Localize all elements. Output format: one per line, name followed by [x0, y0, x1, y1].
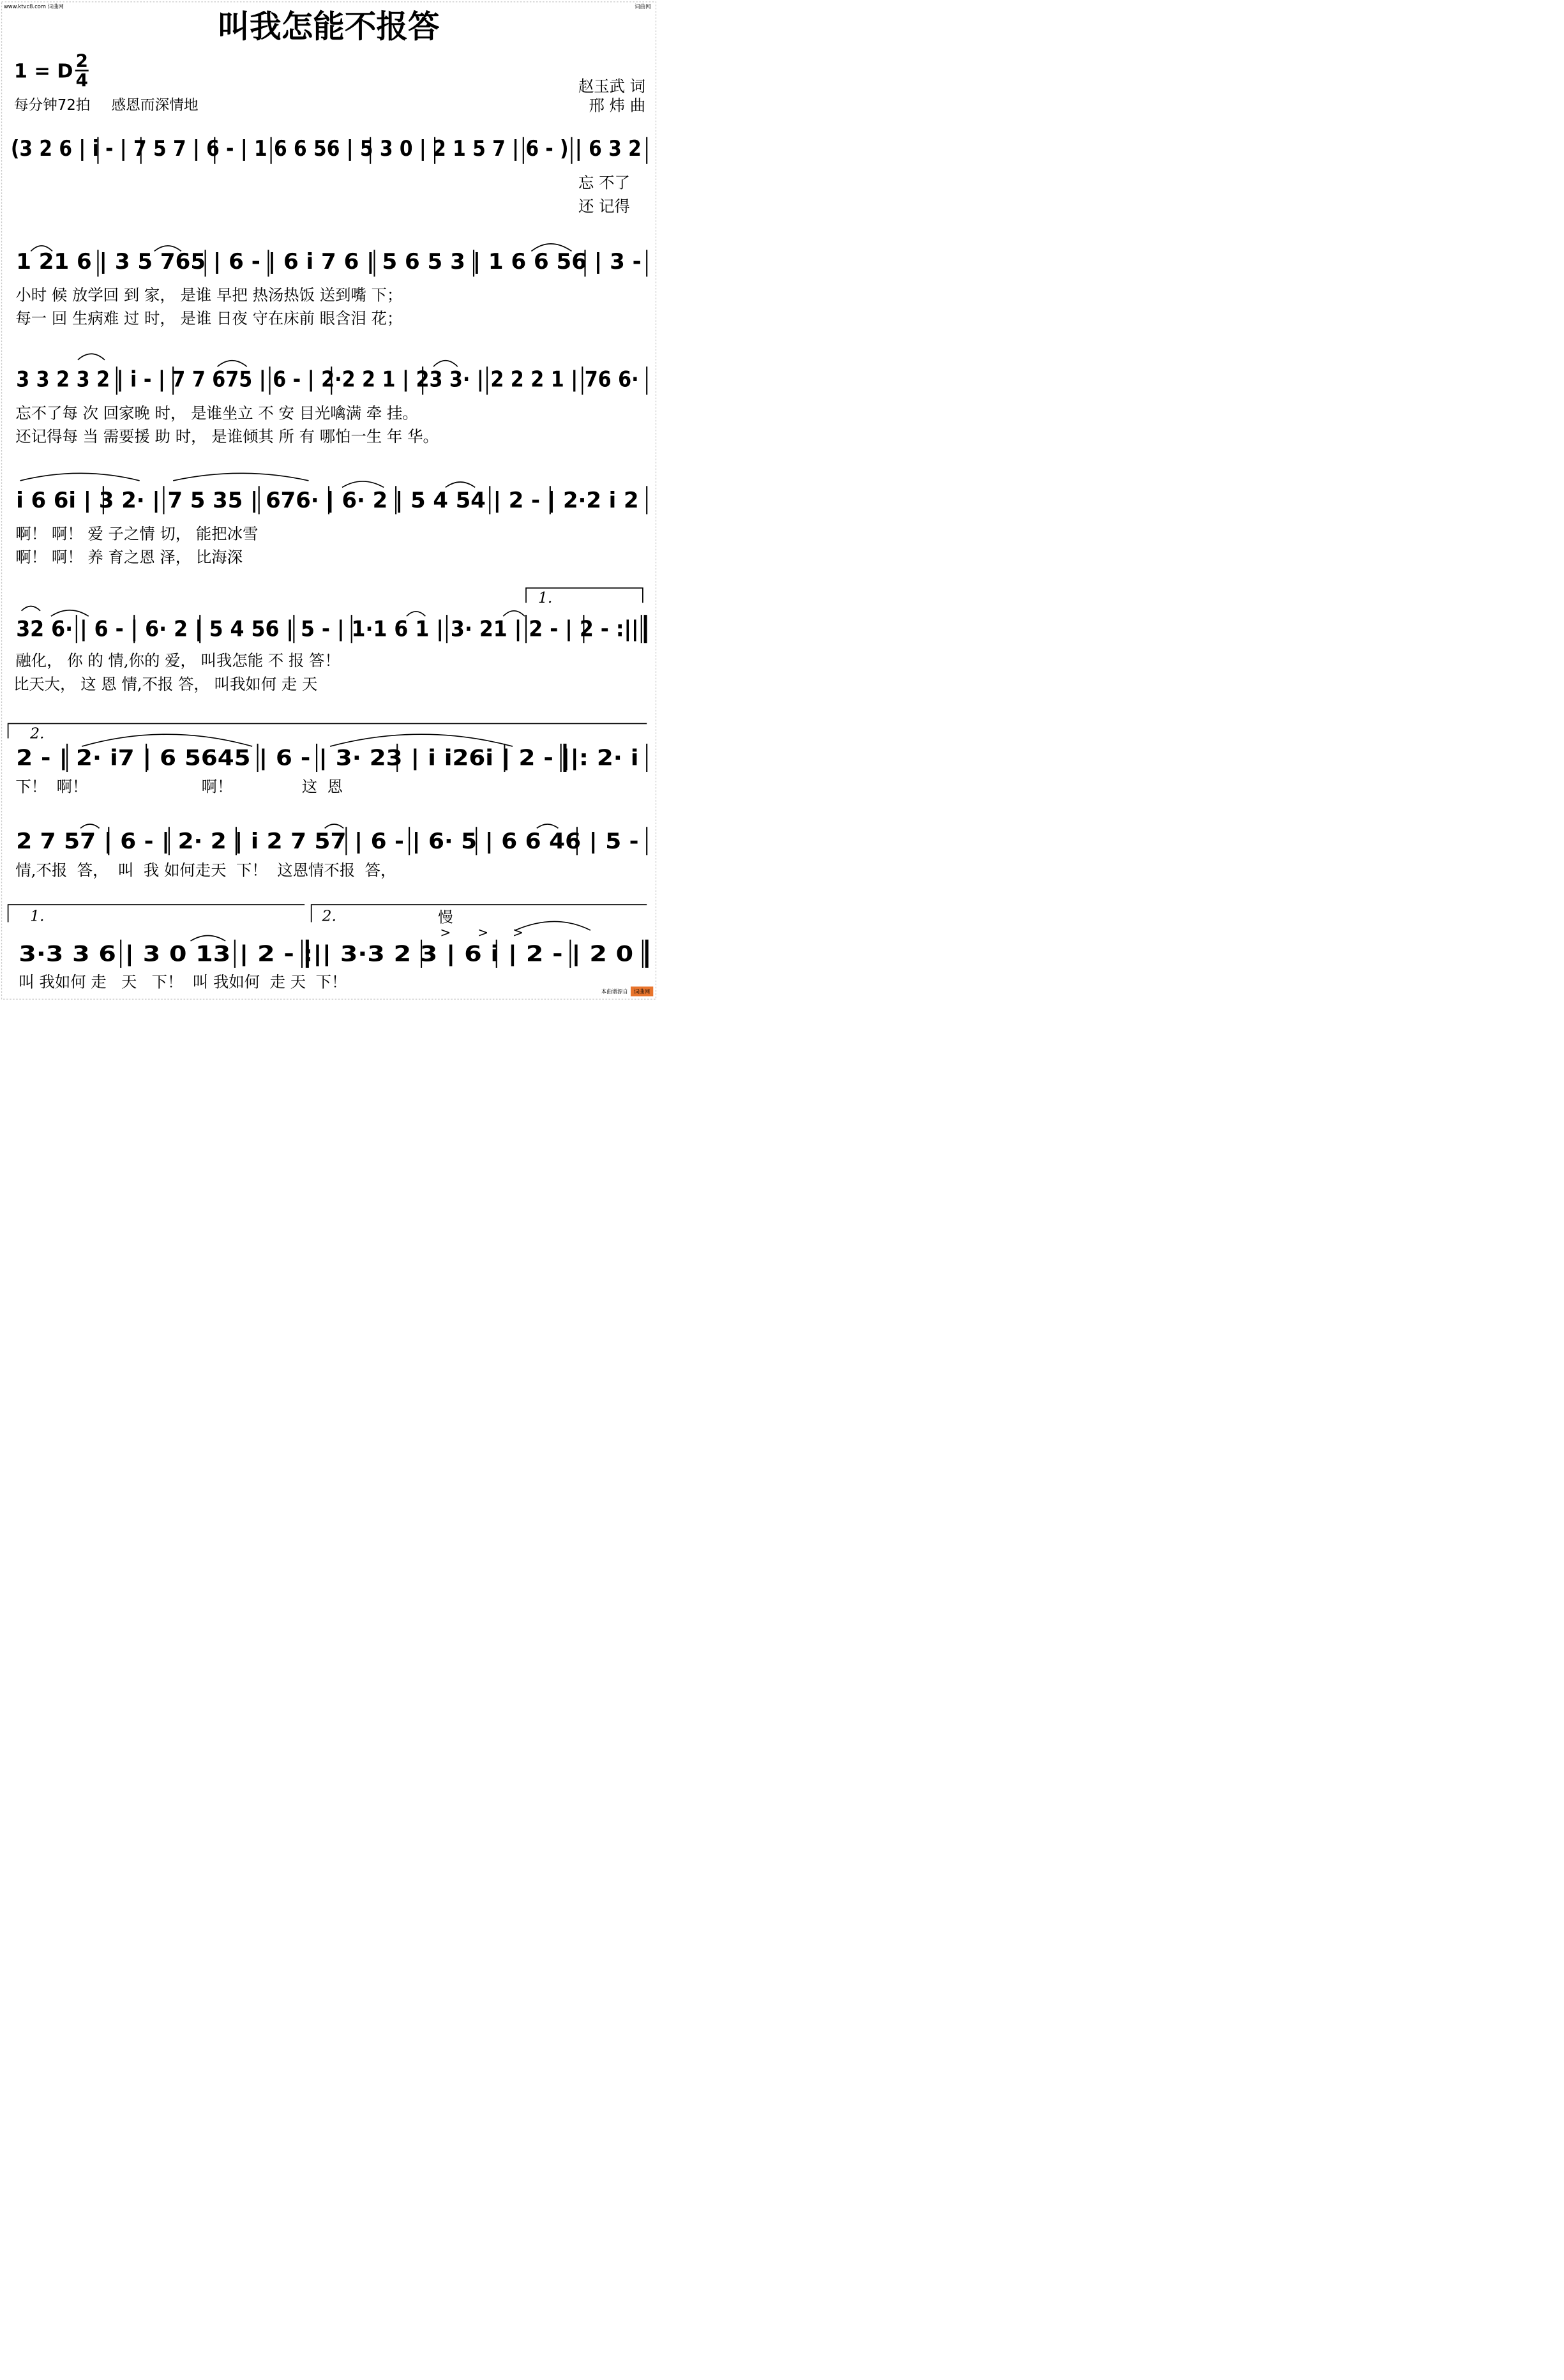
- expression-mark: 感恩而深情地: [111, 96, 199, 114]
- system-2: [15, 244, 647, 328]
- lyrics-6-verse-1: 下！ 啊！ 啊！ 这 恩: [15, 777, 343, 796]
- accent-3: >: [512, 924, 523, 940]
- notes-line-8: 3·3 3 6 | 3 0 13 | 2 - :|| 3·3 2 3 | 6 i | 2 - | 2 0: [19, 941, 634, 967]
- lyricist-credit: 赵玉武 词: [578, 77, 646, 96]
- notes-line-2: 1 21 6 | 3 5 765 | 6 - | 6 i 7 6 | 5 6 5 3 | 1 6 6 56 | 3 -: [16, 248, 642, 274]
- composer-credit: 邢 炜 曲: [589, 96, 646, 115]
- lyrics-5-verse-2: 比天大， 这 恩 情,不报 答， 叫我如何 走 天: [13, 674, 318, 693]
- lyrics-3-verse-2: 还记得每 当 需要援 助 时， 是谁倾其 所 有 哪怕一生 年 华。: [15, 426, 439, 446]
- system-1: [11, 136, 647, 215]
- sheet-music-page: [0, 0, 658, 1001]
- lyrics-3-verse-1: 忘不了每 次 回家晚 时， 是谁坐立 不 安 目光噙满 牵 挂。: [15, 403, 418, 423]
- key-signature: 1 = D: [13, 60, 73, 83]
- site-watermark-left: www.ktvc8.com 词曲网: [3, 3, 64, 10]
- notes-line-5: 32 6· | 6 - | 6· 2 | 5 4 56 | 5 - | 1·1 6 1 | 3· 21 | 2 - | 2 - :||: [16, 616, 639, 642]
- volta-1-label: 1.: [538, 589, 553, 607]
- notes-line-7: 2 7 57 | 6 - | 2· 2 | i 2 7 57 | 6 - | 6· 5 | 6 6 46 | 5 -: [16, 828, 639, 854]
- notes-line-3: 3 3 2 3 2 | i - | 7 7 675 | 6 - | 2·2 2 1 | 23 3· | 2 2 2 1 | 76 6·: [16, 366, 639, 392]
- footer-logo-text: 词曲网: [634, 988, 650, 995]
- lyrics-1-verse-2: 还 记得: [578, 197, 630, 216]
- system-4: [15, 473, 647, 566]
- system-3: [15, 354, 647, 446]
- notes-line-6: 2 - | 2· i7 | 6 5645 | 6 - | 3· 23 | i i26i | 2 - ||: 2· i: [16, 745, 639, 771]
- system-8: [8, 905, 647, 991]
- lyrics-4-verse-2: 啊！ 啊！ 养 育之恩 泽， 比海深: [15, 548, 243, 567]
- time-signature-top: 2: [75, 50, 88, 72]
- volta-bracket-2: [8, 723, 647, 738]
- lyrics-2-verse-1: 小时 候 放学回 到 家， 是谁 早把 热汤热饭 送到嘴 下；: [15, 285, 403, 305]
- notes-line-4: i 6 6i | 3 2· | 7 5 35 | 676· | 6· 2 | 5 4 54 | 2 - | 2·2 i 2: [16, 487, 639, 513]
- tempo-mark: 每分钟72拍: [13, 96, 91, 114]
- lyrics-4-verse-1: 啊！ 啊！ 爱 子之情 切， 能把冰雪: [15, 524, 259, 543]
- volta-4-label: 2.: [322, 907, 336, 925]
- volta-bracket-3: [8, 905, 305, 925]
- lyrics-8-verse-1: 叫 我如何 走 天 下！ 叫 我如何 走 天 下！: [19, 972, 347, 991]
- site-watermark-right: 词曲网: [635, 3, 651, 10]
- lyrics-7-verse-1: 情,不报 答， 叫 我 如何走天 下！ 这恩情不报 答，: [15, 861, 396, 880]
- song-title: 叫我怎能不报答: [218, 8, 440, 45]
- lyrics-2-verse-2: 每一 回 生病难 过 时， 是谁 日夜 守在床前 眼含泪 花；: [15, 308, 403, 328]
- accent-2: >: [477, 924, 489, 940]
- volta-2-label: 2.: [30, 724, 45, 742]
- lyrics-1-verse-1: 忘 不了: [578, 173, 630, 192]
- notes-line-1: (3 2 6 | i - | 7 5 7 | 6 - | 1 6 6 56 | 5 3 0 | 2 1 5 7 | 6 - ) | 6 3 2: [10, 136, 642, 162]
- accent-1: >: [440, 924, 451, 940]
- tempo-slow-mark: 慢: [438, 908, 453, 926]
- system-7: [15, 824, 647, 880]
- system-6: [8, 723, 647, 795]
- time-signature-bottom: 4: [75, 69, 88, 91]
- lyrics-5-verse-1: 融化， 你 的 情,你的 爱， 叫我怎能 不 报 答！: [15, 651, 340, 670]
- volta-3-label: 1.: [30, 907, 45, 925]
- score-canvas: [0, 0, 658, 1001]
- volta-bracket-4: [312, 905, 647, 925]
- footer-source-mark: 本曲谱源自: [601, 988, 628, 995]
- system-5: [13, 588, 645, 693]
